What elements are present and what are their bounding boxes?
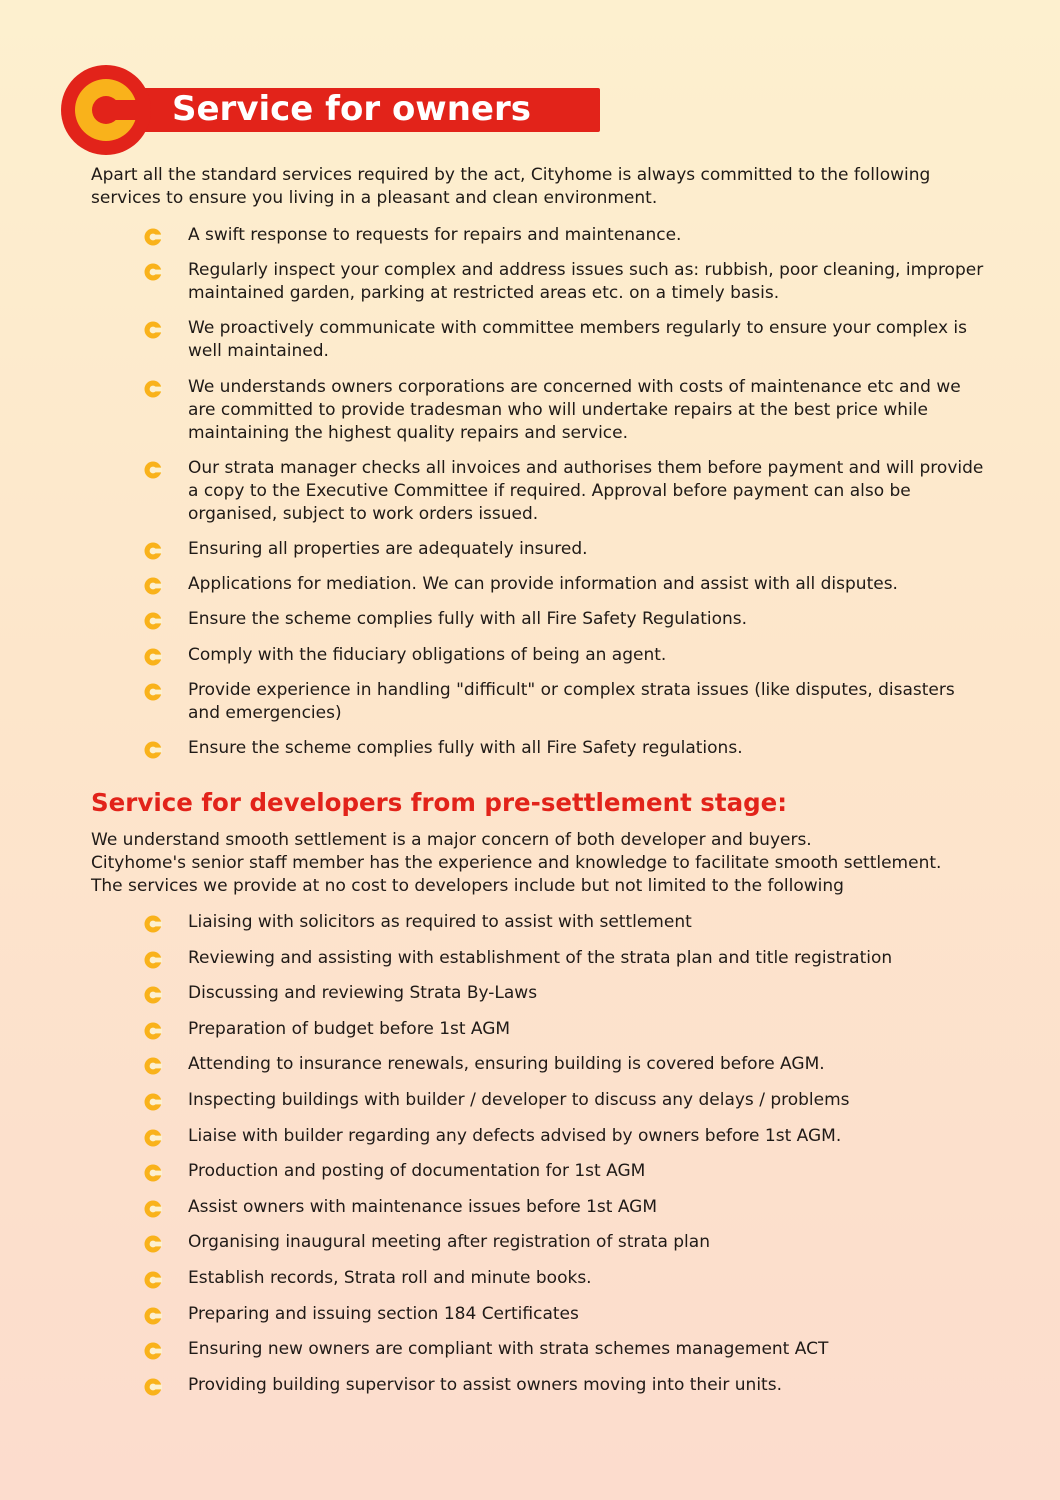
list-item-text: Liaising with solicitors as required to assist with settlement — [188, 912, 692, 932]
list-item — [142, 538, 992, 561]
list-item — [142, 573, 992, 596]
list-item-text: Discussing and reviewing Strata By-Laws — [188, 983, 538, 1004]
list-item — [142, 317, 992, 363]
cityhome-c-logo-icon — [60, 64, 152, 156]
list-item-text: Our strata manager checks all invoices and authorises them before payment and will provide a copy to the Executive Committee if required. Approval before payment can also be organised, subject to work orders issued. — [188, 457, 984, 524]
list-item-text: Regularly inspect your complex and address issues such as: rubbish, poor cleaning, improper maintained garden, parking at restricted areas etc. on a timely basis. — [188, 260, 984, 304]
developers-intro-line: Cityhome's senior staff member has the experience and knowledge to facilitate smooth settlement. — [91, 853, 942, 873]
list-item-text: Ensure the scheme complies fully with all Fire Safety regulations. — [188, 737, 743, 758]
list-item-text: Inspecting buildings with builder / developer to discuss any delays / problems — [188, 1089, 850, 1110]
list-item-text: Liaise with builder regarding any defects advised by owners before 1st AGM. — [188, 1125, 842, 1146]
list-item — [142, 259, 992, 305]
c-bullet-icon — [144, 380, 162, 398]
c-bullet-icon — [144, 1378, 162, 1396]
developers-service-list — [142, 911, 992, 1409]
list-item-text: Ensuring new owners are compliant with strata schemes management ACT — [188, 1339, 829, 1360]
list-item — [142, 1303, 992, 1326]
c-bullet-icon — [144, 612, 162, 630]
c-bullet-icon — [144, 741, 162, 759]
c-bullet-icon — [144, 1200, 162, 1218]
c-bullet-icon — [144, 263, 162, 281]
page-title: Service for owners — [172, 89, 531, 129]
list-item-text: A swift response to requests for repairs and maintenance. — [188, 225, 682, 245]
list-item — [142, 1018, 992, 1041]
list-item-text: Production and posting of documentation for 1st AGM — [188, 1161, 646, 1182]
section-header-owners — [60, 64, 550, 156]
list-item-text: Provide experience in handling "difficult" or complex strata issues (like disputes, disasters and emergencies) — [188, 679, 955, 723]
c-bullet-icon — [144, 542, 162, 560]
owners-service-list — [142, 224, 992, 772]
list-item — [142, 1374, 992, 1397]
list-item — [142, 376, 992, 445]
list-item-text: Assist owners with maintenance issues before 1st AGM — [188, 1196, 657, 1217]
list-item — [142, 1125, 992, 1148]
list-item — [142, 982, 992, 1005]
list-item-text: Reviewing and assisting with establishment of the strata plan and title registration — [188, 947, 893, 968]
list-item — [142, 737, 992, 760]
list-item — [142, 1053, 992, 1076]
list-item-text: We proactively communicate with committee members regularly to ensure your complex is well maintained. — [188, 318, 967, 362]
list-item-text: Comply with the fiduciary obligations of being an agent. — [188, 644, 667, 665]
developers-heading: Service for developers from pre-settlement stage: — [91, 788, 788, 817]
developers-intro — [91, 829, 991, 898]
list-item — [142, 679, 992, 725]
c-bullet-icon — [144, 1271, 162, 1289]
list-item — [142, 644, 992, 667]
list-item-text: Ensure the scheme complies fully with all Fire Safety Regulations. — [188, 609, 748, 630]
list-item — [142, 1338, 992, 1361]
list-item — [142, 1231, 992, 1254]
c-bullet-icon — [144, 1342, 162, 1360]
c-bullet-icon — [144, 1307, 162, 1325]
list-item-text: Applications for mediation. We can provide information and assist with all disputes. — [188, 574, 898, 595]
list-item — [142, 224, 992, 247]
developers-intro-line: We understand smooth settlement is a major concern of both developer and buyers. — [91, 830, 812, 850]
c-bullet-icon — [144, 683, 162, 701]
list-item — [142, 911, 992, 934]
c-bullet-icon — [144, 577, 162, 595]
c-bullet-icon — [144, 1235, 162, 1253]
list-item-text: Organising inaugural meeting after registration of strata plan — [188, 1232, 710, 1253]
list-item — [142, 457, 992, 526]
list-item — [142, 1089, 992, 1112]
list-item-text: Establish records, Strata roll and minute books. — [188, 1267, 592, 1288]
c-bullet-icon — [144, 1164, 162, 1182]
c-bullet-icon — [144, 1057, 162, 1075]
c-bullet-icon — [144, 951, 162, 969]
list-item-text: Preparing and issuing section 184 Certificates — [188, 1303, 579, 1324]
list-item-text: Attending to insurance renewals, ensuring building is covered before AGM. — [188, 1054, 825, 1075]
c-bullet-icon — [144, 228, 162, 246]
list-item-text: Providing building supervisor to assist owners moving into their units. — [188, 1374, 782, 1395]
c-bullet-icon — [144, 986, 162, 1004]
c-bullet-icon — [144, 1022, 162, 1040]
developers-intro-line: The services we provide at no cost to developers include but not limited to the following — [91, 876, 844, 896]
list-item — [142, 1160, 992, 1183]
list-item-text: Preparation of budget before 1st AGM — [188, 1018, 511, 1039]
list-item — [142, 947, 992, 970]
list-item — [142, 608, 992, 631]
c-bullet-icon — [144, 461, 162, 479]
owners-intro: Apart all the standard services required by the act, Cityhome is always committed to the following services to ensure you living in a pleasant and clean environment. — [91, 165, 931, 208]
list-item — [142, 1196, 992, 1219]
c-bullet-icon — [144, 648, 162, 666]
list-item — [142, 1267, 992, 1290]
c-bullet-icon — [144, 1129, 162, 1147]
c-bullet-icon — [144, 321, 162, 339]
c-bullet-icon — [144, 1093, 162, 1111]
list-item-text: We understands owners corporations are concerned with costs of maintenance etc and we are committed to provide tradesman who will undertake repairs at the best price while maintaining the highest quality repairs and service. — [188, 376, 961, 443]
c-bullet-icon — [144, 915, 162, 933]
list-item-text: Ensuring all properties are adequately insured. — [188, 538, 588, 559]
